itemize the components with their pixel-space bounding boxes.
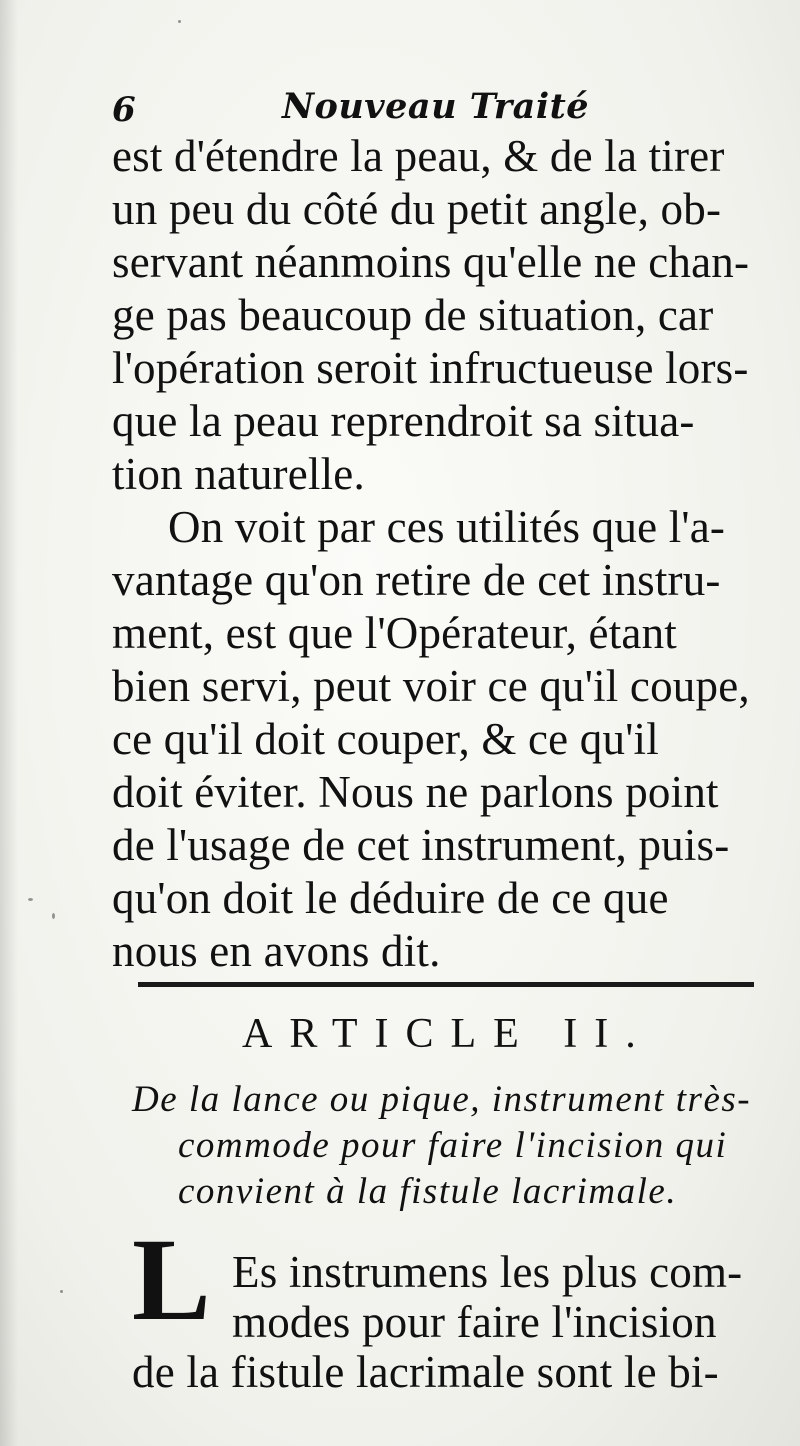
subtitle-line: convient à la fistule lacrimale. [178,1171,678,1212]
page-header [112,84,712,134]
text-line: bien servi, peut voir ce qu'il coupe, [112,661,750,711]
article-heading: ARTICLE II. [242,1011,653,1057]
drop-cap: L [132,1214,211,1345]
text-line: Es instrumens les plus com- [232,1247,743,1297]
text-line: modes pour faire l'incision [232,1297,717,1347]
text-line: l'opération seroit infructueuse lors- [112,343,749,393]
section-rule [138,982,754,987]
text-line: On voit par ces utilités que l'a- [168,502,726,552]
text-line: de la fistule lacrimale sont le bi- [132,1347,719,1397]
running-title: Nouveau Traité [282,86,590,127]
text-line: est d'étendre la peau, & de la tirer [112,131,725,181]
text-line: de l'usage de cet instrument, puis- [112,820,730,870]
text-line: qu'on doit le déduire de ce que [112,873,669,923]
text-line: ment, est que l'Opérateur, étant [112,608,677,658]
text-line: tion naturelle. [112,449,365,499]
text-line: ce qu'il doit couper, & ce qu'il [112,714,659,764]
page-number: 6 [112,90,136,130]
text-line: ge pas beaucoup de situation, car [112,290,714,340]
subtitle-line: De la lance ou pique, instrument très- [132,1079,752,1120]
text-line: servant néanmoins qu'elle ne chan- [112,237,750,287]
print-speck [28,898,33,901]
print-speck [60,1290,63,1293]
page-gutter-shadow [0,0,18,1446]
text-line: nous en avons dit. [112,926,441,976]
text-line: un peu du côté du petit angle, ob- [112,184,722,234]
text-line: que la peau reprendroit sa situa- [112,396,695,446]
print-speck [178,20,181,23]
print-speck [52,913,55,919]
subtitle-line: commode pour faire l'incision qui [178,1125,728,1166]
text-line: vantage qu'on retire de cet instru- [112,555,721,605]
text-line: doit éviter. Nous ne parlons point [112,767,719,817]
